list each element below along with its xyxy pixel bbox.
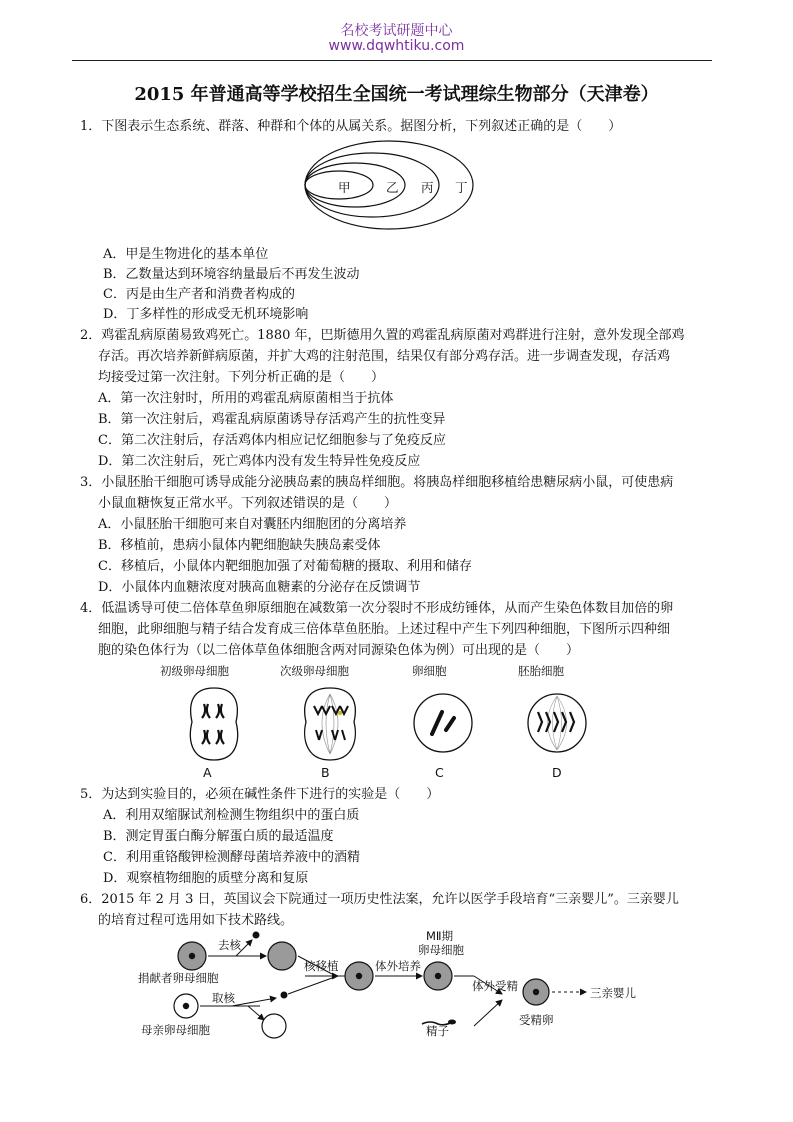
q1-option-a[interactable]: A．甲是生物进化的基本单位 [103,247,269,262]
q5-stem: 5．为达到实验目的，必须在碱性条件下进行的实验是（ ） [80,787,440,802]
label-fertilization: 体外受精 [472,979,518,993]
q2-option-b[interactable]: B．第一次注射后，鸡霍乱病原菌诱导存活鸡产生的抗性变异 [98,412,446,427]
cell-title-b: 次级卵母细胞 [280,664,349,678]
cell-letter-d: D [552,765,562,780]
q5-option-b[interactable]: B．测定胃蛋白酶分解蛋白质的最适温度 [103,829,334,844]
q5-option-c[interactable]: C．利用重铬酸钾检测酵母菌培养液中的酒精 [103,850,360,865]
label-mii-oocyte: 卵母细胞 [418,943,464,957]
q3-stem-line2: 小鼠血糖恢复正常水平。下列叙述错误的是（ ） [98,496,398,511]
q1-option-d[interactable]: D．丁多样性的形成受无机环境影响 [103,307,309,322]
label-yi: 乙 [386,180,399,195]
q2-stem-line1: 2．鸡霍乱病原菌易致鸡死亡。1880 年，巴斯德用久置的鸡霍乱病原菌对鸡群进行注射，意外发现全部鸡 [80,328,685,343]
label-baby: 三亲婴儿 [590,986,636,1000]
q4-stem-line3: 胞的染色体行为（以二倍体草鱼体细胞含两对同源染色体为例）可出现的是（ ） [98,643,580,658]
cell-title-a: 初级卵母细胞 [160,664,229,678]
q3-option-a[interactable]: A．小鼠胚胎干细胞可来自对囊胚内细胞团的分离培养 [98,517,407,532]
q2-stem-line2: 存活。再次培养新鲜病原菌，并扩大鸡的注射范围，结果仅有部分鸡存活。进一步调查发现，存活鸡 [98,349,671,364]
q5-option-d[interactable]: D．观察植物细胞的质壁分离和复原 [103,871,309,886]
cell-a-diagram [186,686,242,762]
label-donor-oocyte: 捐献者卵母细胞 [138,971,219,985]
q2-option-c[interactable]: C．第二次注射后，存活鸡体内相应记忆细胞参与了免疫反应 [98,433,446,448]
q2-stem-line3: 均接受过第一次注射。下列分析正确的是（ ） [98,370,385,385]
q4-stem-line1: 4．低温诱导可使二倍体草鱼卵原细胞在减数第一次分裂时不形成纺锤体，从而产生染色体数目加倍的卵 [80,601,674,616]
q1-stem: 1．下图表示生态系统、群落、种群和个体的从属关系。据图分析，下列叙述正确的是（ ） [80,119,622,134]
ellipse-bing [305,153,439,217]
label-zygote: 受精卵 [519,1013,554,1027]
site-name: 名校考试研题中心 [340,23,453,39]
q3-stem-line1: 3．小鼠胚胎干细胞可诱导成能分泌胰岛素的胰岛样细胞。将胰岛样细胞移植给患糖尿病小鼠，可使患病 [80,475,674,490]
cell-title-c: 卵细胞 [412,664,447,678]
cell-letter-c: C [435,765,444,780]
label-mii: MⅡ期 [426,929,454,943]
label-ding: 丁 [455,180,468,195]
q2-option-d[interactable]: D．第二次注射后，死亡鸡体内没有发生特异性免疫反应 [98,454,421,469]
q3-option-c[interactable]: C．移植后，小鼠体内靶细胞加强了对葡萄糖的摄取、利用和储存 [98,559,472,574]
cell-d-diagram [526,690,588,756]
q2-option-a[interactable]: A．第一次注射时，所用的鸡霍乱病原菌相当于抗体 [98,391,394,406]
q3-option-b[interactable]: B．移植前，患病小鼠体内靶细胞缺失胰岛素受体 [98,538,381,553]
page-title: 2015 年普通高等学校招生全国统一考试理综生物部分（天津卷） [134,84,659,105]
q4-stem-line2: 细胞，此卵细胞与精子结合发育成三倍体草鱼胚胎。上述过程中产生下列四种细胞，下图所示四种细 [98,622,671,637]
label-sperm: 精子 [426,1024,449,1038]
label-in-vitro-culture: 体外培养 [375,959,421,973]
q1-option-b[interactable]: B．乙数量达到环境容纳量最后不再发生波动 [103,267,360,282]
label-jia: 甲 [338,180,351,195]
q5-option-a[interactable]: A．利用双缩脲试剂检测生物组织中的蛋白质 [103,808,360,823]
cell-c-diagram [412,692,474,754]
label-bing: 丙 [421,180,434,195]
q3-option-d[interactable]: D．小鼠体内血糖浓度对胰高血糖素的分泌存在反馈调节 [98,580,421,595]
cell-letter-b: B [321,765,330,780]
cell-letter-a: A [203,765,212,780]
q6-stem-line2: 的培育过程可选用如下技术路线。 [98,913,294,928]
label-take-nucleus: 取核 [212,991,235,1005]
label-nuclear-transfer: 核移植 [304,959,339,973]
cell-b-diagram [300,686,360,762]
site-url[interactable]: www.dqwhtiku.com [328,38,465,54]
label-remove-nucleus: 去核 [218,938,241,952]
label-mother-oocyte: 母亲卵母细胞 [141,1023,210,1037]
cell-title-d: 胚胎细胞 [518,664,564,678]
q6-stem-line1: 6．2015 年 2 月 3 日，英国议会下院通过一项历史性法案，允许以医学手段培育“三亲婴儿”。三亲婴儿 [80,892,679,907]
q1-option-c[interactable]: C．丙是由生产者和消费者构成的 [103,287,295,302]
header-divider [72,60,712,61]
